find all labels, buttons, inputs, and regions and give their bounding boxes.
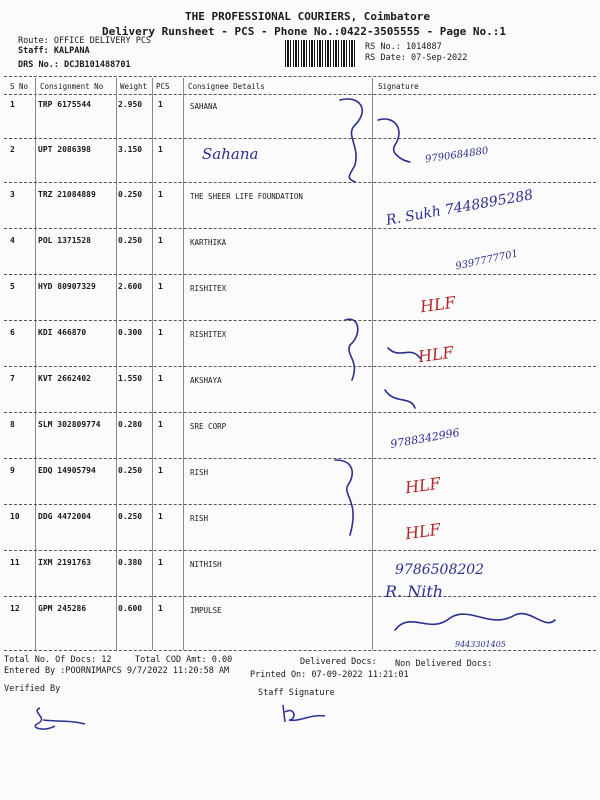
signature-hlf: HLF	[416, 342, 455, 367]
signature-mark	[378, 119, 410, 162]
row-consignment: POL 1371528	[38, 236, 91, 245]
row-pcs: 1	[158, 100, 163, 109]
printed-on: Printed On: 07-09-2022 11:21:01	[250, 670, 409, 680]
signature-phone: 9790684880	[424, 145, 490, 166]
verified-by: Verified By	[4, 684, 61, 694]
row-sno: 6	[10, 328, 15, 337]
verifier-signature	[25, 700, 95, 740]
staff-signature-label: Staff Signature	[258, 688, 335, 698]
table-top-rule	[4, 76, 596, 77]
row-weight: 0.300	[118, 328, 143, 337]
row-consignee: AKSHAYA	[190, 376, 222, 385]
delivered-docs: Delivered Docs:	[300, 657, 377, 667]
signature-mark	[385, 390, 415, 408]
row-pcs: 1	[158, 190, 163, 199]
row-sno: 11	[10, 558, 20, 567]
brace-mark	[340, 99, 362, 182]
row-weight: 3.150	[118, 145, 143, 154]
row-consignee: RISH	[190, 468, 209, 477]
row-weight: 1.550	[118, 374, 143, 383]
document-subtitle: Delivery Runsheet - PCS - Phone No.:0422-3505555 - Page No.:1	[102, 25, 506, 38]
row-consignee: RISHITEX	[190, 330, 227, 339]
col-header-consignee: Consignee Details	[188, 82, 265, 91]
row-consignment: KDI 466870	[38, 328, 87, 337]
row-pcs: 1	[158, 328, 163, 337]
row-pcs: 1	[158, 604, 163, 613]
document-title: THE PROFESSIONAL COURIERS, Coimbatore	[185, 10, 431, 23]
handwritten-consignee: Sahana	[202, 145, 259, 163]
row-consignee: NITHISH	[190, 560, 222, 569]
barcode	[285, 40, 357, 67]
row-weight: 0.600	[118, 604, 143, 613]
signature-phone: 9397777701	[454, 248, 520, 273]
rs-number: RS No.: 1014887	[365, 42, 442, 52]
row-weight: 2.600	[118, 282, 143, 291]
col-header-weight: Weight	[120, 82, 148, 91]
row-consignment: DDG 4472004	[38, 512, 91, 521]
col-header-consignment: Consignment No	[40, 82, 104, 91]
non-delivered-docs: Non Delivered Docs:	[395, 659, 493, 669]
row-pcs: 1	[158, 236, 163, 245]
row-sno: 8	[10, 420, 15, 429]
row-pcs: 1	[158, 466, 163, 475]
col-header-signature: Signature	[378, 82, 419, 91]
col-divider	[35, 78, 36, 650]
row-sno: 5	[10, 282, 15, 291]
row-consignment: EDQ 14905794	[38, 466, 96, 475]
row-consignment: UPT 2086398	[38, 145, 91, 154]
signature-hlf: HLF	[403, 519, 442, 544]
row-pcs: 1	[158, 420, 163, 429]
row-consignee: THE SHEER LIFE FOUNDATION	[190, 192, 303, 201]
row-consignment: GPM 245286	[38, 604, 87, 613]
row-weight: 0.250	[118, 190, 143, 199]
staff-label: Staff: KALPANA	[18, 46, 90, 56]
signature-mark	[395, 614, 555, 630]
row-consignment: IXM 2191763	[38, 558, 91, 567]
row-weight: 2.950	[118, 100, 143, 109]
signature-phone: 9788342996	[389, 426, 461, 451]
table-bottom-rule	[4, 650, 596, 651]
row-consignee: SRE CORP	[190, 422, 227, 431]
row-consignment: SLM 302809774	[38, 420, 101, 429]
row-consignment: TRP 6175544	[38, 100, 91, 109]
signature-hlf: HLF	[403, 473, 442, 498]
col-header-pcs: PCS	[156, 82, 170, 91]
signature-phone: 9786508202	[395, 562, 485, 578]
row-weight: 0.280	[118, 420, 143, 429]
brace-mark	[345, 319, 358, 380]
brace-mark	[335, 460, 353, 535]
signature-name: R. Nith	[385, 582, 444, 601]
row-pcs: 1	[158, 558, 163, 567]
total-docs: Total No. Of Docs: 12	[4, 655, 112, 665]
row-pcs: 1	[158, 374, 163, 383]
signature-mark	[388, 348, 420, 358]
row-consignment: HYD 80907329	[38, 282, 96, 291]
row-pcs: 1	[158, 512, 163, 521]
row-weight: 0.380	[118, 558, 143, 567]
staff-signature-mark	[275, 700, 335, 730]
row-sno: 2	[10, 145, 15, 154]
row-sno: 9	[10, 466, 15, 475]
col-divider	[183, 78, 184, 650]
row-consignee: SAHANA	[190, 102, 218, 111]
col-header-sno: S No	[10, 82, 29, 91]
row-sno: 12	[10, 604, 20, 613]
row-consignment: KVT 2662402	[38, 374, 91, 383]
row-sno: 10	[10, 512, 20, 521]
row-weight: 0.250	[118, 466, 143, 475]
row-consignee: IMPULSE	[190, 606, 222, 615]
route-label: Route: OFFICE DELIVERY PCS	[18, 36, 152, 46]
row-sno: 4	[10, 236, 15, 245]
row-consignment: TRZ 21084889	[38, 190, 96, 199]
rs-date: RS Date: 07-Sep-2022	[365, 53, 468, 63]
col-divider	[116, 78, 117, 650]
entered-by: Entered By :POORNIMAPCS 9/7/2022 11:20:58 AM	[4, 666, 230, 676]
row-consignee: RISH	[190, 514, 209, 523]
row-weight: 0.250	[118, 512, 143, 521]
signature-hlf: HLF	[418, 292, 457, 317]
row-sno: 1	[10, 100, 15, 109]
col-divider	[152, 78, 153, 650]
total-cod: Total COD Amt: 0.00	[135, 655, 233, 665]
signature-phone: 9443301405	[455, 640, 506, 649]
row-pcs: 1	[158, 282, 163, 291]
row-sno: 7	[10, 374, 15, 383]
signature-name: R. Sukh 7448895288	[384, 187, 535, 229]
row-pcs: 1	[158, 145, 163, 154]
row-consignee: KARTHIKA	[190, 238, 227, 247]
drs-number: DRS No.: DCJB101488701	[18, 60, 131, 70]
row-consignee: RISHITEX	[190, 284, 227, 293]
row-sno: 3	[10, 190, 15, 199]
row-weight: 0.250	[118, 236, 143, 245]
